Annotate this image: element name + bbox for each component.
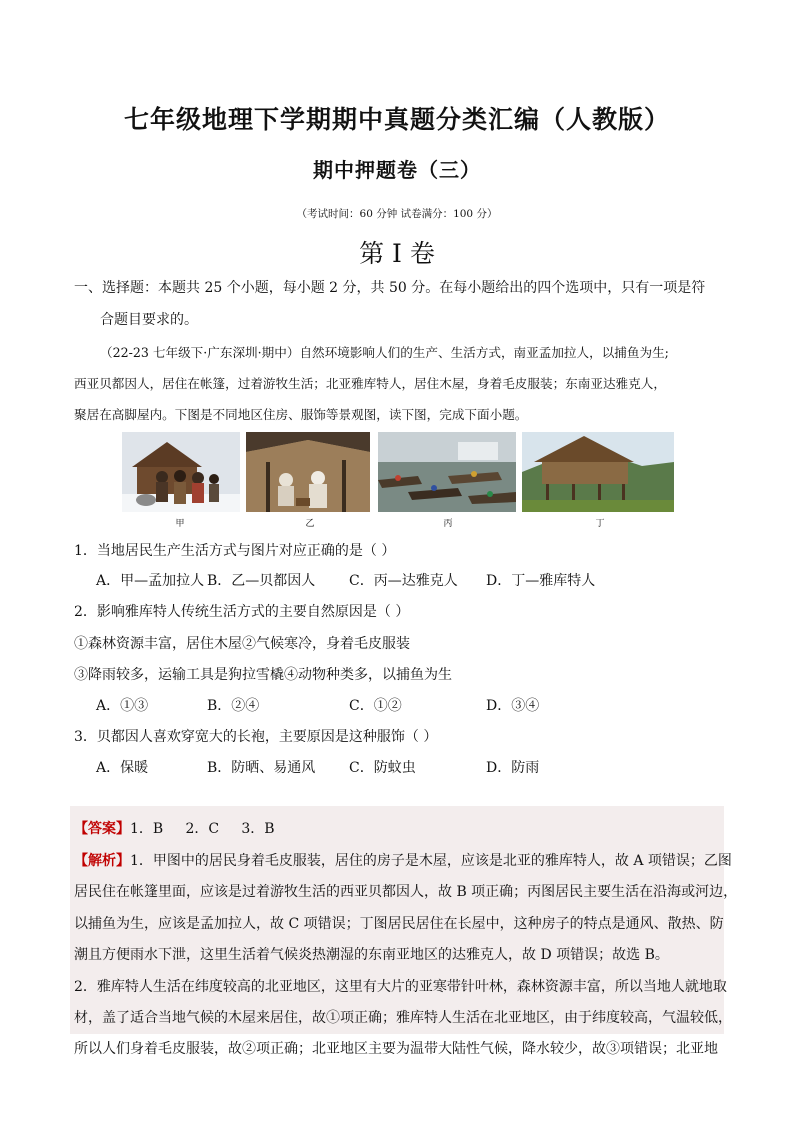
passage-line: 聚居在高脚屋内。下图是不同地区住房、服饰等景观图，读下图，完成下面小题。 xyxy=(74,407,528,422)
document-subtitle: 期中押题卷（三） xyxy=(313,158,481,182)
question-2-option-d: D．③④ xyxy=(486,698,540,714)
analysis-line xyxy=(74,850,732,870)
question-2-stem: 2．影响雅库特人传统生活方式的主要自然原因是（ ） xyxy=(74,604,410,620)
analysis-line: 所以人们身着毛皮服装，故②项正确；北亚地区主要为温带大陆性气候，降水较少，故③项错误；北亚地 xyxy=(74,1041,718,1057)
analysis-text: 1．甲图中的居民身着毛皮服装，居住的房子是木屋，应该是北亚的雅库特人，故 A 项错误；乙图 xyxy=(130,853,732,869)
question-1-option-d: D．丁—雅库特人 xyxy=(486,573,596,589)
question-1-stem: 1．当地居民生产生活方式与图片对应正确的是（ ） xyxy=(74,543,396,559)
analysis-line: 2．雅库特人生活在纬度较高的北亚地区，这里有大片的亚寒带针叶林，森林资源丰富，所以当地人就地取 xyxy=(74,979,727,995)
photo-jia-yakut-people xyxy=(122,432,240,512)
photo-yi-bedouin-tent xyxy=(246,432,370,512)
analysis-line: 以捕鱼为生，应该是孟加拉人，故 C 项错误；丁图居民居住在长屋中，这种房子的特点是通风、散热、防 xyxy=(74,916,724,932)
passage-line: （22-23 七年级下·广东深圳·期中）自然环境影响人们的生产、生活方式，南亚孟加拉人，以捕鱼为生; xyxy=(100,345,669,360)
answer-line xyxy=(74,818,726,838)
photo-bing-fishing-boats xyxy=(378,432,516,512)
analysis-label: 【解析】 xyxy=(74,853,130,869)
section-heading: 一、选择题：本题共 25 个小题，每小题 2 分，共 50 分。在每小题给出的四个选项中，只有一项是符 xyxy=(74,280,706,296)
question-3-stem: 3．贝都因人喜欢穿宽大的长袍，主要原因是这种服饰（ ） xyxy=(74,729,438,745)
question-1-option-b: B．乙—贝都因人 xyxy=(207,573,316,589)
question-3-option-a: A．保暖 xyxy=(96,760,149,776)
question-3-option-c: C．防蚊虫 xyxy=(349,760,416,776)
section-heading-cont: 合题目要求的。 xyxy=(100,312,198,328)
answer-label: 【答案】 xyxy=(74,821,130,837)
document-title: 七年级地理下学期期中真题分类汇编（人教版） xyxy=(123,105,670,134)
answer-text: 1．B 2．C 3．B xyxy=(130,821,275,837)
question-2-option-b: B．②④ xyxy=(207,698,260,714)
passage-line: 西亚贝都因人，居住在帐篷，过着游牧生活；北亚雅库特人，居住木屋，身着毛皮服装；东南亚达雅克人， xyxy=(74,376,666,391)
question-2-statement: ③降雨较多，运输工具是狗拉雪橇④动物种类多，以捕鱼为生 xyxy=(74,667,452,683)
question-1-option-c: C．丙—达雅克人 xyxy=(349,573,458,589)
photo-ding-longhouse xyxy=(522,432,674,512)
volume-heading: 第 I 卷 xyxy=(359,239,435,268)
question-1-option-a: A．甲—孟加拉人 xyxy=(96,573,205,589)
landscape-photos xyxy=(122,432,674,528)
analysis-line: 材，盖了适合当地气候的木屋来居住，故①项正确；雅库特人生活在北亚地区，由于纬度较高，气温较低， xyxy=(74,1010,732,1026)
question-3-option-d: D．防雨 xyxy=(486,760,540,776)
photo-caption: 丙 xyxy=(443,519,453,529)
exam-info: （考试时间：60 分钟 试卷满分：100 分） xyxy=(296,208,498,220)
question-2-statement: ①森林资源丰富，居住木屋②气候寒冷，身着毛皮服装 xyxy=(74,636,410,652)
analysis-line: 居民住在帐篷里面，应该是过着游牧生活的西亚贝都因人，故 B 项正确；丙图居民主要生活在沿海或河边， xyxy=(74,884,738,900)
photo-caption: 乙 xyxy=(305,519,315,529)
photo-caption: 甲 xyxy=(175,519,185,529)
photo-caption: 丁 xyxy=(595,519,605,529)
analysis-line: 潮且方便雨水下泄，这里生活着气候炎热潮湿的东南亚地区的达雅克人，故 D 项错误；故选 B。 xyxy=(74,947,669,963)
question-2-option-c: C．①② xyxy=(349,698,402,714)
question-2-option-a: A．①③ xyxy=(96,698,149,714)
question-3-option-b: B．防晒、易通风 xyxy=(207,760,316,776)
